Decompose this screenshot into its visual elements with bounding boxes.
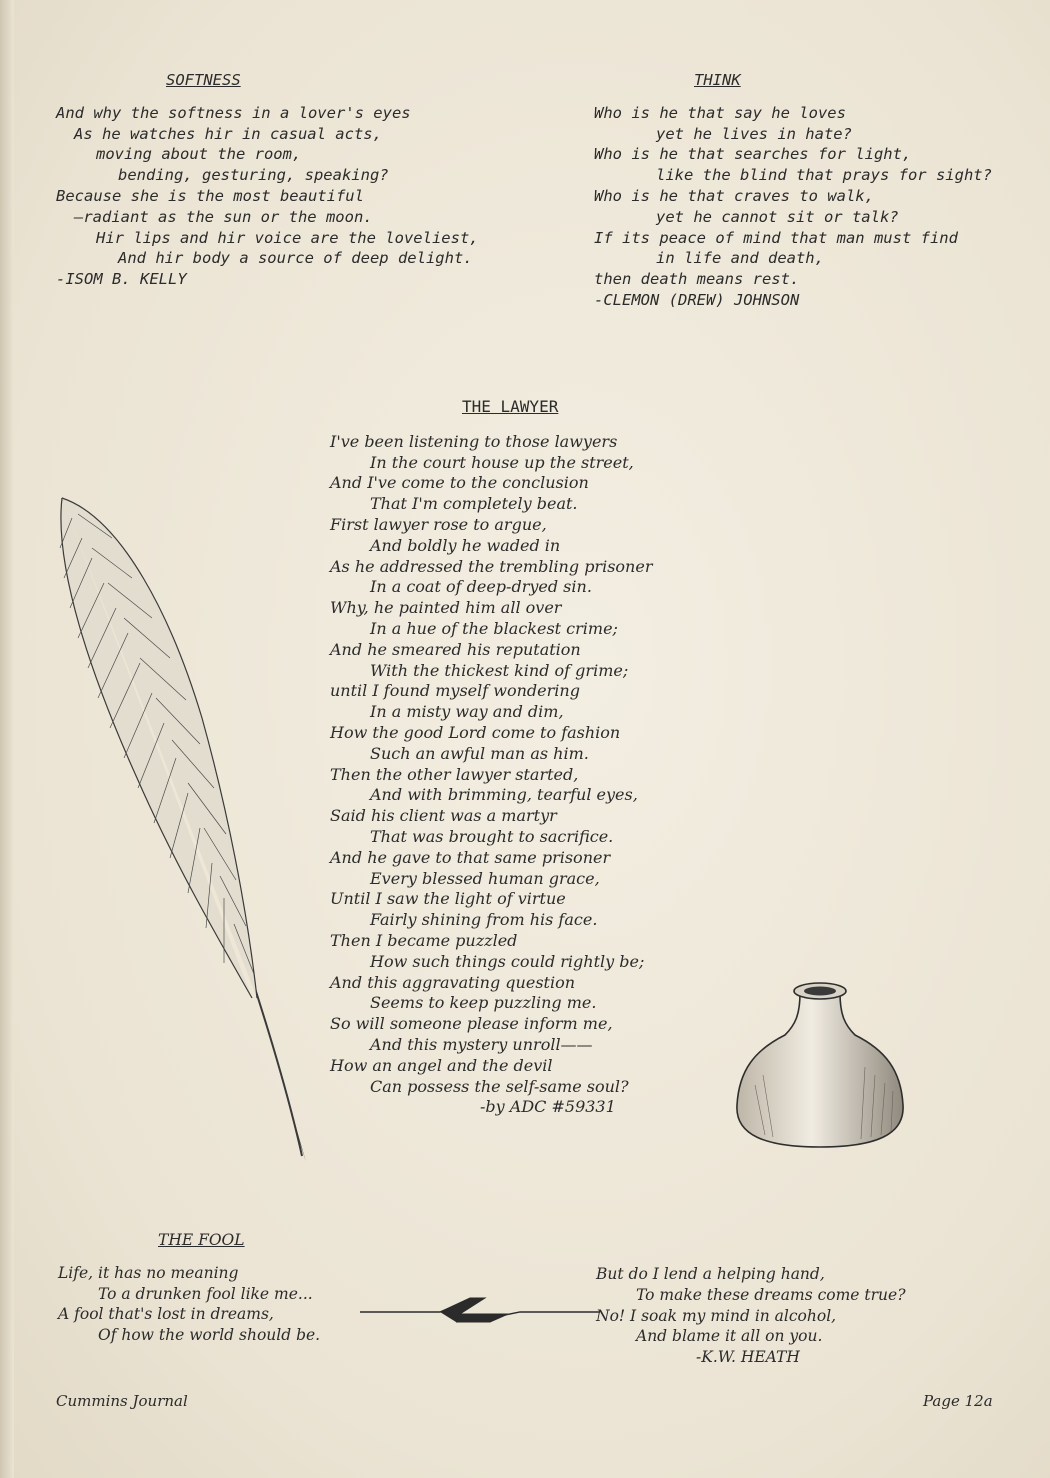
poem-softness [56, 70, 526, 290]
poem-author: -K.W. HEATH [696, 1348, 800, 1367]
poem-the-fool-left [58, 1230, 398, 1346]
poem-line: Who is he that craves to walk, [594, 186, 874, 205]
publication-name: Cummins Journal [56, 1392, 188, 1410]
poem-line: —radiant as the sun or the moon. [74, 207, 373, 226]
poem-line: In a misty way and dim, [370, 702, 564, 722]
poem-line: In a coat of deep-dryed sin. [370, 577, 592, 597]
poem-line: in life and death, [656, 249, 824, 268]
poem-line: Such an awful man as him. [370, 743, 589, 763]
poem-line: Seems to keep puzzling me. [370, 993, 597, 1013]
poem-line: And why the softness in a lover's eyes [56, 103, 411, 122]
poem-line: And with brimming, tearful eyes, [370, 785, 638, 805]
poem-title: SOFTNESS [166, 71, 241, 89]
poem-line: Of how the world should be. [98, 1326, 321, 1345]
poem-author: -CLEMON (DREW) JOHNSON [594, 290, 800, 309]
poem-line: Then the other lawyer started, [330, 764, 579, 784]
poem-line: How the good Lord come to fashion [330, 722, 621, 742]
poem-line: That was brought to sacrifice. [370, 826, 614, 846]
poem-line: Life, it has no meaning [58, 1263, 239, 1282]
poem-line: With the thickest kind of grime; [370, 660, 629, 680]
poem-line: Can possess the self-same soul? [370, 1076, 629, 1096]
poem-line: Then I became puzzled [330, 930, 518, 950]
poem-line: then death means rest. [594, 270, 800, 289]
poem-line: Every blessed human grace, [370, 868, 600, 888]
poem-line: In a hue of the blackest crime; [370, 618, 618, 638]
poem-line: So will someone please inform me, [330, 1014, 613, 1034]
poem-line: If its peace of mind that man must find [594, 228, 958, 247]
poem-line: To a drunken fool like me... [98, 1284, 313, 1303]
poem-line: And blame it all on you. [636, 1327, 823, 1346]
poem-line: How such things could rightly be; [370, 951, 645, 971]
poem-line: First lawyer rose to argue, [330, 514, 547, 534]
poem-line: Why, he painted him all over [330, 598, 562, 618]
poem-line: A fool that's lost in dreams, [58, 1305, 274, 1324]
poem-line: And this mystery unroll—— [370, 1034, 593, 1054]
poem-line: And boldly he waded in [370, 535, 561, 555]
poem-line: In the court house up the street, [370, 452, 634, 472]
quill-feather-icon [52, 478, 312, 1168]
poem-line: until I found myself wondering [330, 681, 580, 701]
poem-line: As he addressed the trembling prisoner [330, 556, 653, 576]
poem-line: yet he lives in hate? [656, 124, 852, 143]
poem-line: moving about the room, [96, 145, 302, 164]
poem-line: I've been listening to those lawyers [330, 431, 618, 451]
poem-line: Who is he that searches for light, [594, 145, 912, 164]
poem-line: As he watches hir in casual acts, [74, 124, 382, 143]
poem-line: like the blind that prays for sight? [656, 166, 992, 185]
poem-author: -by ADC #59331 [480, 1097, 616, 1117]
poem-line: And hir body a source of deep delight. [118, 249, 473, 268]
poem-line: Until I saw the light of virtue [330, 889, 566, 909]
poem-think [594, 70, 1014, 311]
poem-line: But do I lend a helping hand, [596, 1265, 825, 1283]
poem-line: Fairly shining from his face. [370, 910, 598, 930]
poem-line: That I'm completely beat. [370, 494, 578, 514]
poem-author: -ISOM B. KELLY [56, 270, 187, 289]
poem-line: Said his client was a martyr [330, 806, 557, 826]
poem-line: yet he cannot sit or talk? [656, 207, 899, 226]
poem-line: And he gave to that same prisoner [330, 847, 611, 867]
poem-line: And he smeared his reputation [330, 639, 581, 659]
poem-title: THE LAWYER [462, 397, 559, 416]
inkwell-bottle-icon [725, 975, 915, 1155]
poem-line: How an angel and the devil [330, 1055, 553, 1075]
page-binding-edge [0, 0, 14, 1478]
poem-line: Who is he that say he loves [594, 103, 846, 122]
poem-line: Hir lips and hir voice are the loveliest, [96, 228, 479, 247]
poem-line: No! I soak my mind in alcohol, [596, 1306, 837, 1325]
poem-line: And I've come to the conclusion [330, 473, 589, 493]
poem-title: THINK [694, 71, 741, 89]
poem-line: bending, gesturing, speaking? [118, 166, 389, 185]
page-number: Page 12a [923, 1392, 993, 1410]
poem-line: And this aggravating question [330, 972, 576, 992]
poem-line: To make these dreams come true? [636, 1285, 906, 1304]
poem-the-lawyer [330, 397, 730, 1118]
poem-the-fool-right [596, 1264, 976, 1368]
poem-title: THE FOOL [158, 1231, 245, 1249]
poem-line: Because she is the most beautiful [56, 186, 364, 205]
zigzag-divider-icon [360, 1290, 600, 1330]
